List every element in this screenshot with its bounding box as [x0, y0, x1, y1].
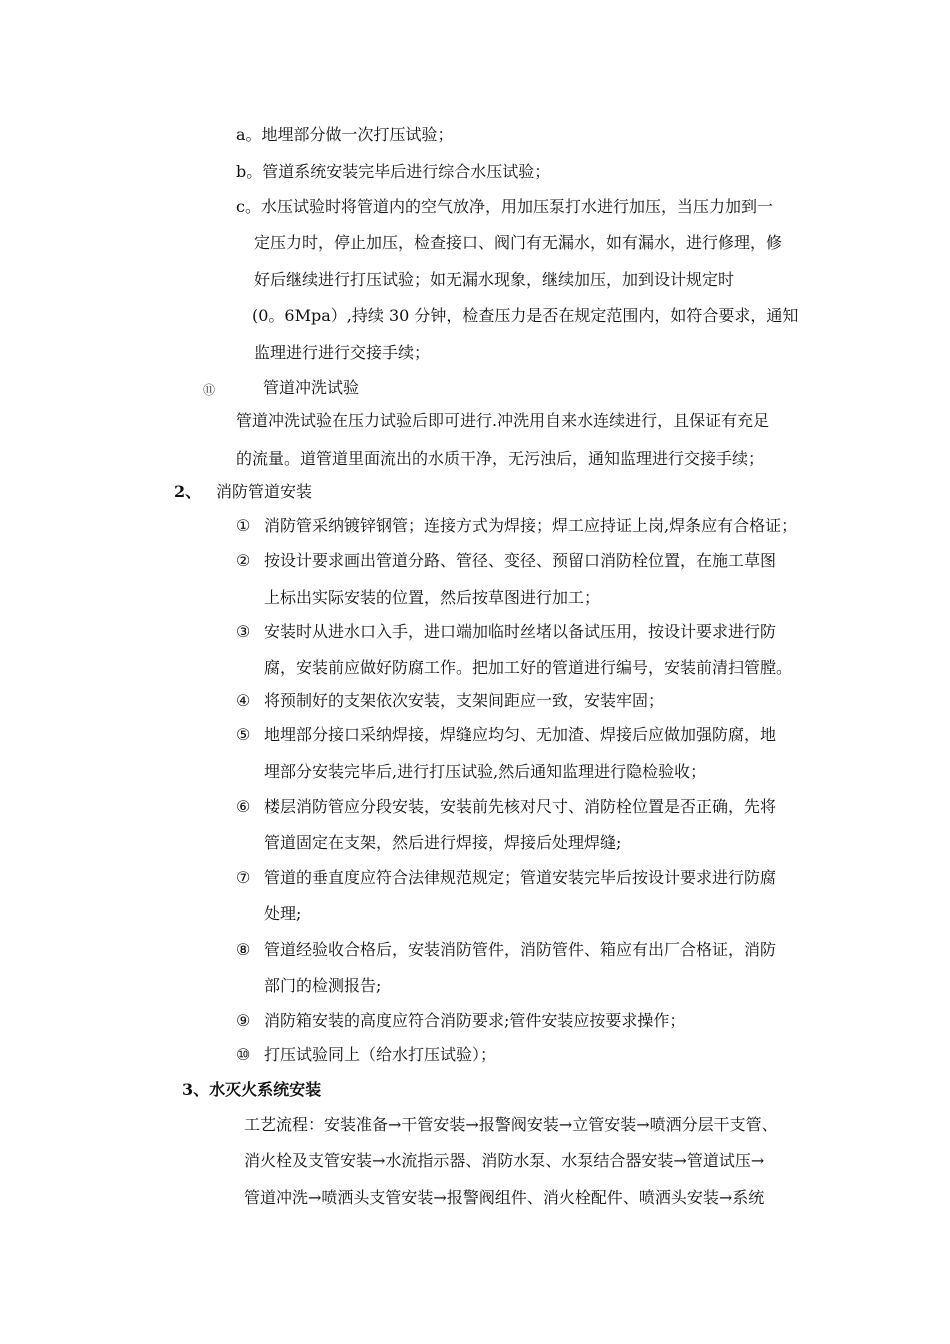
- list-item-line: 消防箱安装的高度应符合消防要求;管件安装应按要求操作；: [264, 1011, 686, 1030]
- section2-number: 2、: [174, 482, 202, 501]
- process-line: 管道冲洗→喷洒头支管安装→报警阀组件、消火栓配件、喷洒头安装→系统: [244, 1188, 765, 1207]
- list-item-line: 打压试验同上（给水打压试验）；: [264, 1045, 497, 1064]
- item-marker: ⑤: [236, 725, 251, 744]
- process-line: 消火栓及支管安装→水流指示器、消防水泵、水泵结合器安装→管道试压→: [244, 1151, 765, 1170]
- section2-title: 消防管道安装: [216, 482, 313, 501]
- test-item-c-line: 定压力时，停止加压，检查接口、阀门有无漏水，如有漏水，进行修理，修: [254, 233, 783, 252]
- item-marker: ④: [236, 691, 251, 710]
- test-item-c-line: (0。6Mpa）,持续 30 分钟，检查压力是否在规定范围内，如符合要求，通知: [252, 306, 799, 325]
- list-item-line: 安装时从进水口入手，进口端加临时丝堵以备试压用，按设计要求进行防: [264, 622, 777, 641]
- item-marker: ②: [236, 551, 251, 570]
- list-item-line: 上标出实际安装的位置，然后按草图进行加工；: [264, 588, 601, 607]
- list-item-line: 处理;: [264, 904, 302, 923]
- item-marker: ⑥: [236, 797, 251, 816]
- list-item-line: 管道的垂直度应符合法律规范规定；管道安装完毕后按设计要求进行防腐: [264, 868, 777, 887]
- list-item-line: 楼层消防管应分段安装，安装前先核对尺寸、消防栓位置是否正确，先将: [264, 797, 777, 816]
- list-item-line: 管道经验收合格后，安装消防管件，消防管件、箱应有出厂合格证，消防: [264, 940, 777, 959]
- test-item-c-line: 好后继续进行打压试验；如无漏水现象，继续加压，加到设计规定时: [254, 270, 735, 289]
- flush-test-marker: ⑪: [203, 383, 216, 397]
- test-item-a: a。地埋部分做一次打压试验；: [236, 125, 454, 144]
- list-item-line: 部门的检测报告;: [264, 976, 382, 995]
- section3-title: 3、水灭火系统安装: [182, 1080, 322, 1099]
- list-item-line: 按设计要求画出管道分路、管径、变径、预留口消防栓位置，在施工草图: [264, 551, 777, 570]
- list-item-line: 腐，安装前应做好防腐工作。把加工好的管道进行编号，安装前清扫管膛。: [264, 658, 793, 677]
- item-marker: ③: [236, 622, 251, 641]
- item-marker: ①: [236, 516, 251, 535]
- item-marker: ⑦: [236, 868, 251, 887]
- flush-test-line: 管道冲洗试验在压力试验后即可进行.冲洗用自来水连续进行，且保证有充足: [236, 411, 770, 430]
- list-item-line: 消防管采纳镀锌钢管；连接方式为焊接；焊工应持证上岗,焊条应有合格证；: [264, 516, 798, 535]
- list-item-line: 将预制好的支架依次安装，支架间距应一致，安装牢固；: [264, 691, 665, 710]
- test-item-c-line: 监理进行进行交接手续；: [254, 343, 431, 362]
- test-item-b: b。管道系统安装完毕后进行综合水压试验；: [236, 162, 551, 181]
- flush-test-heading: 管道冲洗试验: [263, 378, 360, 397]
- list-item-line: 管道固定在支架，然后进行焊接，焊接后处理焊缝;: [264, 833, 622, 852]
- flush-test-line: 的流量。道管道里面流出的水质干净，无污浊后，通知监理进行交接手续；: [236, 449, 765, 468]
- list-item-line: 埋部分安装完毕后,进行打压试验,然后通知监理进行隐检验收；: [264, 762, 707, 781]
- item-marker: ⑩: [236, 1045, 251, 1064]
- process-line: 工艺流程：安装准备→干管安装→报警阀安装→立管安装→喷洒分层干支管、: [244, 1115, 778, 1134]
- item-marker: ⑧: [236, 940, 251, 959]
- list-item-line: 地埋部分接口采纳焊接，焊缝应均匀、无加渣、焊接后应做加强防腐，地: [264, 725, 777, 744]
- item-marker: ⑨: [236, 1011, 251, 1030]
- test-item-c-line: c。水压试验时将管道内的空气放净，用加压泵打水进行加压，当压力加到一: [236, 197, 773, 216]
